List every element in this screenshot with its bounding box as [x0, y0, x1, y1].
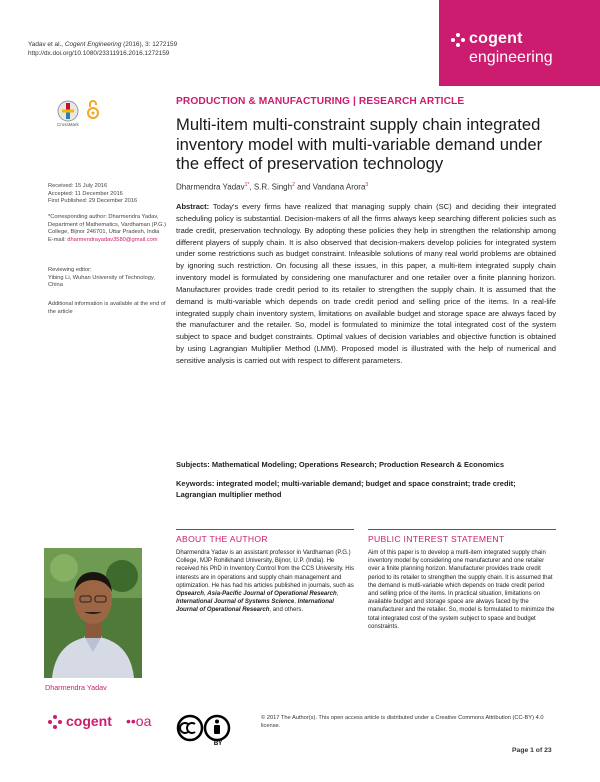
cc-license-badge[interactable]: [176, 714, 244, 748]
section-label: PRODUCTION & MANUFACTURING | RESEARCH ARTICLE: [176, 96, 465, 107]
accepted-date: Accepted: 11 December 2016: [48, 190, 123, 197]
abstract-text: Today's every firms have realized that managing supply chain (SC) and deciding their integrated scheduling policy is substantial. Decision-makers of all the firms always keep searching different policies such as trade credit, preservation technology. By adopting these policies they help in strengthen the relationship among different players of supply chain. It is also observed that decision-makers develop policies for integrated system under some restrictions such as budget constraint. Infeasible solutions of many real world problems are obtained by ignoring such restriction. On focusing all these issues, in this paper, a multi-item integrated supply chain inventory model is formulated by considering one manufacturer and one retailer over a finite planning horizon. Manufacturer provides trade credit period to its retailer to strengthen the supply chain. It is assumed that the demand is multi-variable which depends on trade credit period and selling price of the items. In a real-life integrated supply chain inventory system, limitations on available budget and storage space are always faced by the manufacturer and the retailer. So, model is formulated to minimize the total integrated cost of the system subject to space and budget constraints. Optimal values of decision variables and objective function is obtained by using Lagrangian Multiplier Method (LMM). Proposed model is illustrated with the help of numerical and sensitive analysis is carried out with respect to different parameters.: [176, 202, 556, 365]
citation-block: [28, 40, 177, 58]
creative-commons-icon: [176, 714, 244, 748]
citation-volume: (2016), 3: 1272159: [123, 41, 178, 48]
citation-authors: Yadav et al.,: [28, 41, 64, 48]
cogent-logo-icon: [451, 33, 465, 47]
abstract: [176, 201, 556, 367]
email-label: E-mail:: [48, 236, 68, 243]
citation-doi[interactable]: http://dx.doi.org/10.1080/23311916.2016.1272159: [28, 50, 170, 57]
bio-end: , and others.: [269, 607, 304, 614]
reviewing-editor-name: Yibing Li, Wuhan University of Technology, China: [48, 274, 155, 289]
journal-brand: [439, 0, 600, 86]
keywords: Keywords: integrated model; multi-variable demand; budget and space constraint; trade credit; Lagrangian multiplier method: [176, 479, 516, 499]
crossmark-icon: [57, 100, 79, 122]
article-dates: [48, 183, 166, 206]
author-name[interactable]: , S.R. Singh: [249, 182, 293, 192]
reviewing-editor-label: Reviewing editor:: [48, 267, 92, 273]
author-name[interactable]: and Vandana Arora: [294, 182, 366, 192]
crossmark-badge[interactable]: [57, 100, 79, 126]
email-link[interactable]: dharmendrayadav3580@gmail.com: [67, 236, 158, 243]
cogent-logo-icon: [48, 715, 62, 729]
cogent-oa-logo[interactable]: [48, 713, 188, 733]
bio-text: Dharmendra Yadav is an assistant professor in Vardhaman (P.G.) College, MJP Rohilkhand University, Bijnor, U.P. (India). He received his PhD in Inventory Control from the CCS University. His interests are in operations and supply chain management and optimization. He has had his articles published in journals, such as: [176, 550, 354, 589]
article-title: Multi-item multi-constraint supply chain integrated inventory model with multi-variable demand under the effect of preservation technology: [176, 115, 543, 173]
license-text: © 2017 The Author(s). This open access article is distributed under a Creative Commons Attribution (CC-BY) 4.0 license.: [261, 715, 544, 729]
author-affiliation: 3: [365, 182, 369, 188]
public-interest-text: Aim of this paper is to develop a multi-item integrated supply chain inventory model by considering one manufacturer and one retailer over a finite planning horizon. Manufacturer provides trade credit period to its retailer to strengthen the supply chain. It is assumed that the demand is multi-variable which depends on trade credit period and selling price of the items. In practical situation, limitations on available budget and storage space are always faced by the manufacturer and the retailer. So, model is formulated to minimize the total integrated cost of the system subject to space and budget constraints.: [368, 550, 555, 630]
abstract-label: Abstract:: [176, 202, 210, 211]
author-name[interactable]: Dharmendra Yadav: [176, 182, 245, 192]
journal-name: Asia-Pacific Journal of Operational Research: [207, 591, 337, 598]
author-affiliation: 2: [292, 182, 295, 188]
brand-line2: engineering: [469, 49, 553, 66]
author-affiliation: 1*: [244, 182, 250, 188]
received-date: Received: 15 July 2016: [48, 183, 108, 189]
author-bio: [176, 549, 354, 615]
corresponding-author: [48, 214, 166, 244]
about-heading: ABOUT THE AUTHOR: [176, 534, 268, 544]
journal-name: Opsearch: [176, 591, 204, 598]
author-photo: [44, 548, 142, 678]
bio-separator: ,: [336, 591, 339, 598]
cogent-oa-suffix: ••oa: [126, 713, 152, 729]
author-list: [176, 182, 368, 192]
public-interest-heading: PUBLIC INTEREST STATEMENT: [368, 534, 505, 544]
bio-separator: ,: [203, 591, 208, 598]
page-number: Page 1 of 23: [512, 747, 552, 754]
published-date: First Published: 29 December 2016: [48, 198, 138, 205]
cogent-oa-logo-text: cogent: [66, 713, 112, 729]
cc-by-label: BY: [213, 741, 223, 747]
subjects: Subjects: Mathematical Modeling; Operations Research; Production Research & Economics: [176, 460, 504, 469]
bio-separator: ,: [294, 599, 298, 606]
about-divider: [176, 529, 354, 530]
journal-name: International Journal of Systems Science: [176, 599, 295, 606]
additional-info: Additional information is available at the end of the article: [48, 301, 166, 315]
journal-name: International Journal of Operational Research: [176, 599, 334, 614]
crossmark-label: CrossMark: [57, 122, 79, 127]
public-interest-divider: [368, 529, 556, 530]
reviewing-editor: [48, 267, 166, 290]
open-access-lock-icon: [87, 98, 99, 120]
brand-line1: cogent: [469, 30, 523, 47]
citation-journal: Cogent Engineering: [64, 41, 122, 48]
corresponding-author-text: *Corresponding author: Dharmendra Yadav, Department of Mathematics, Vardhaman (P.G.) College, Bijnor 246701, Uttar Pradesh, India: [48, 214, 167, 236]
author-photo-caption: Dharmendra Yadav: [45, 683, 107, 692]
